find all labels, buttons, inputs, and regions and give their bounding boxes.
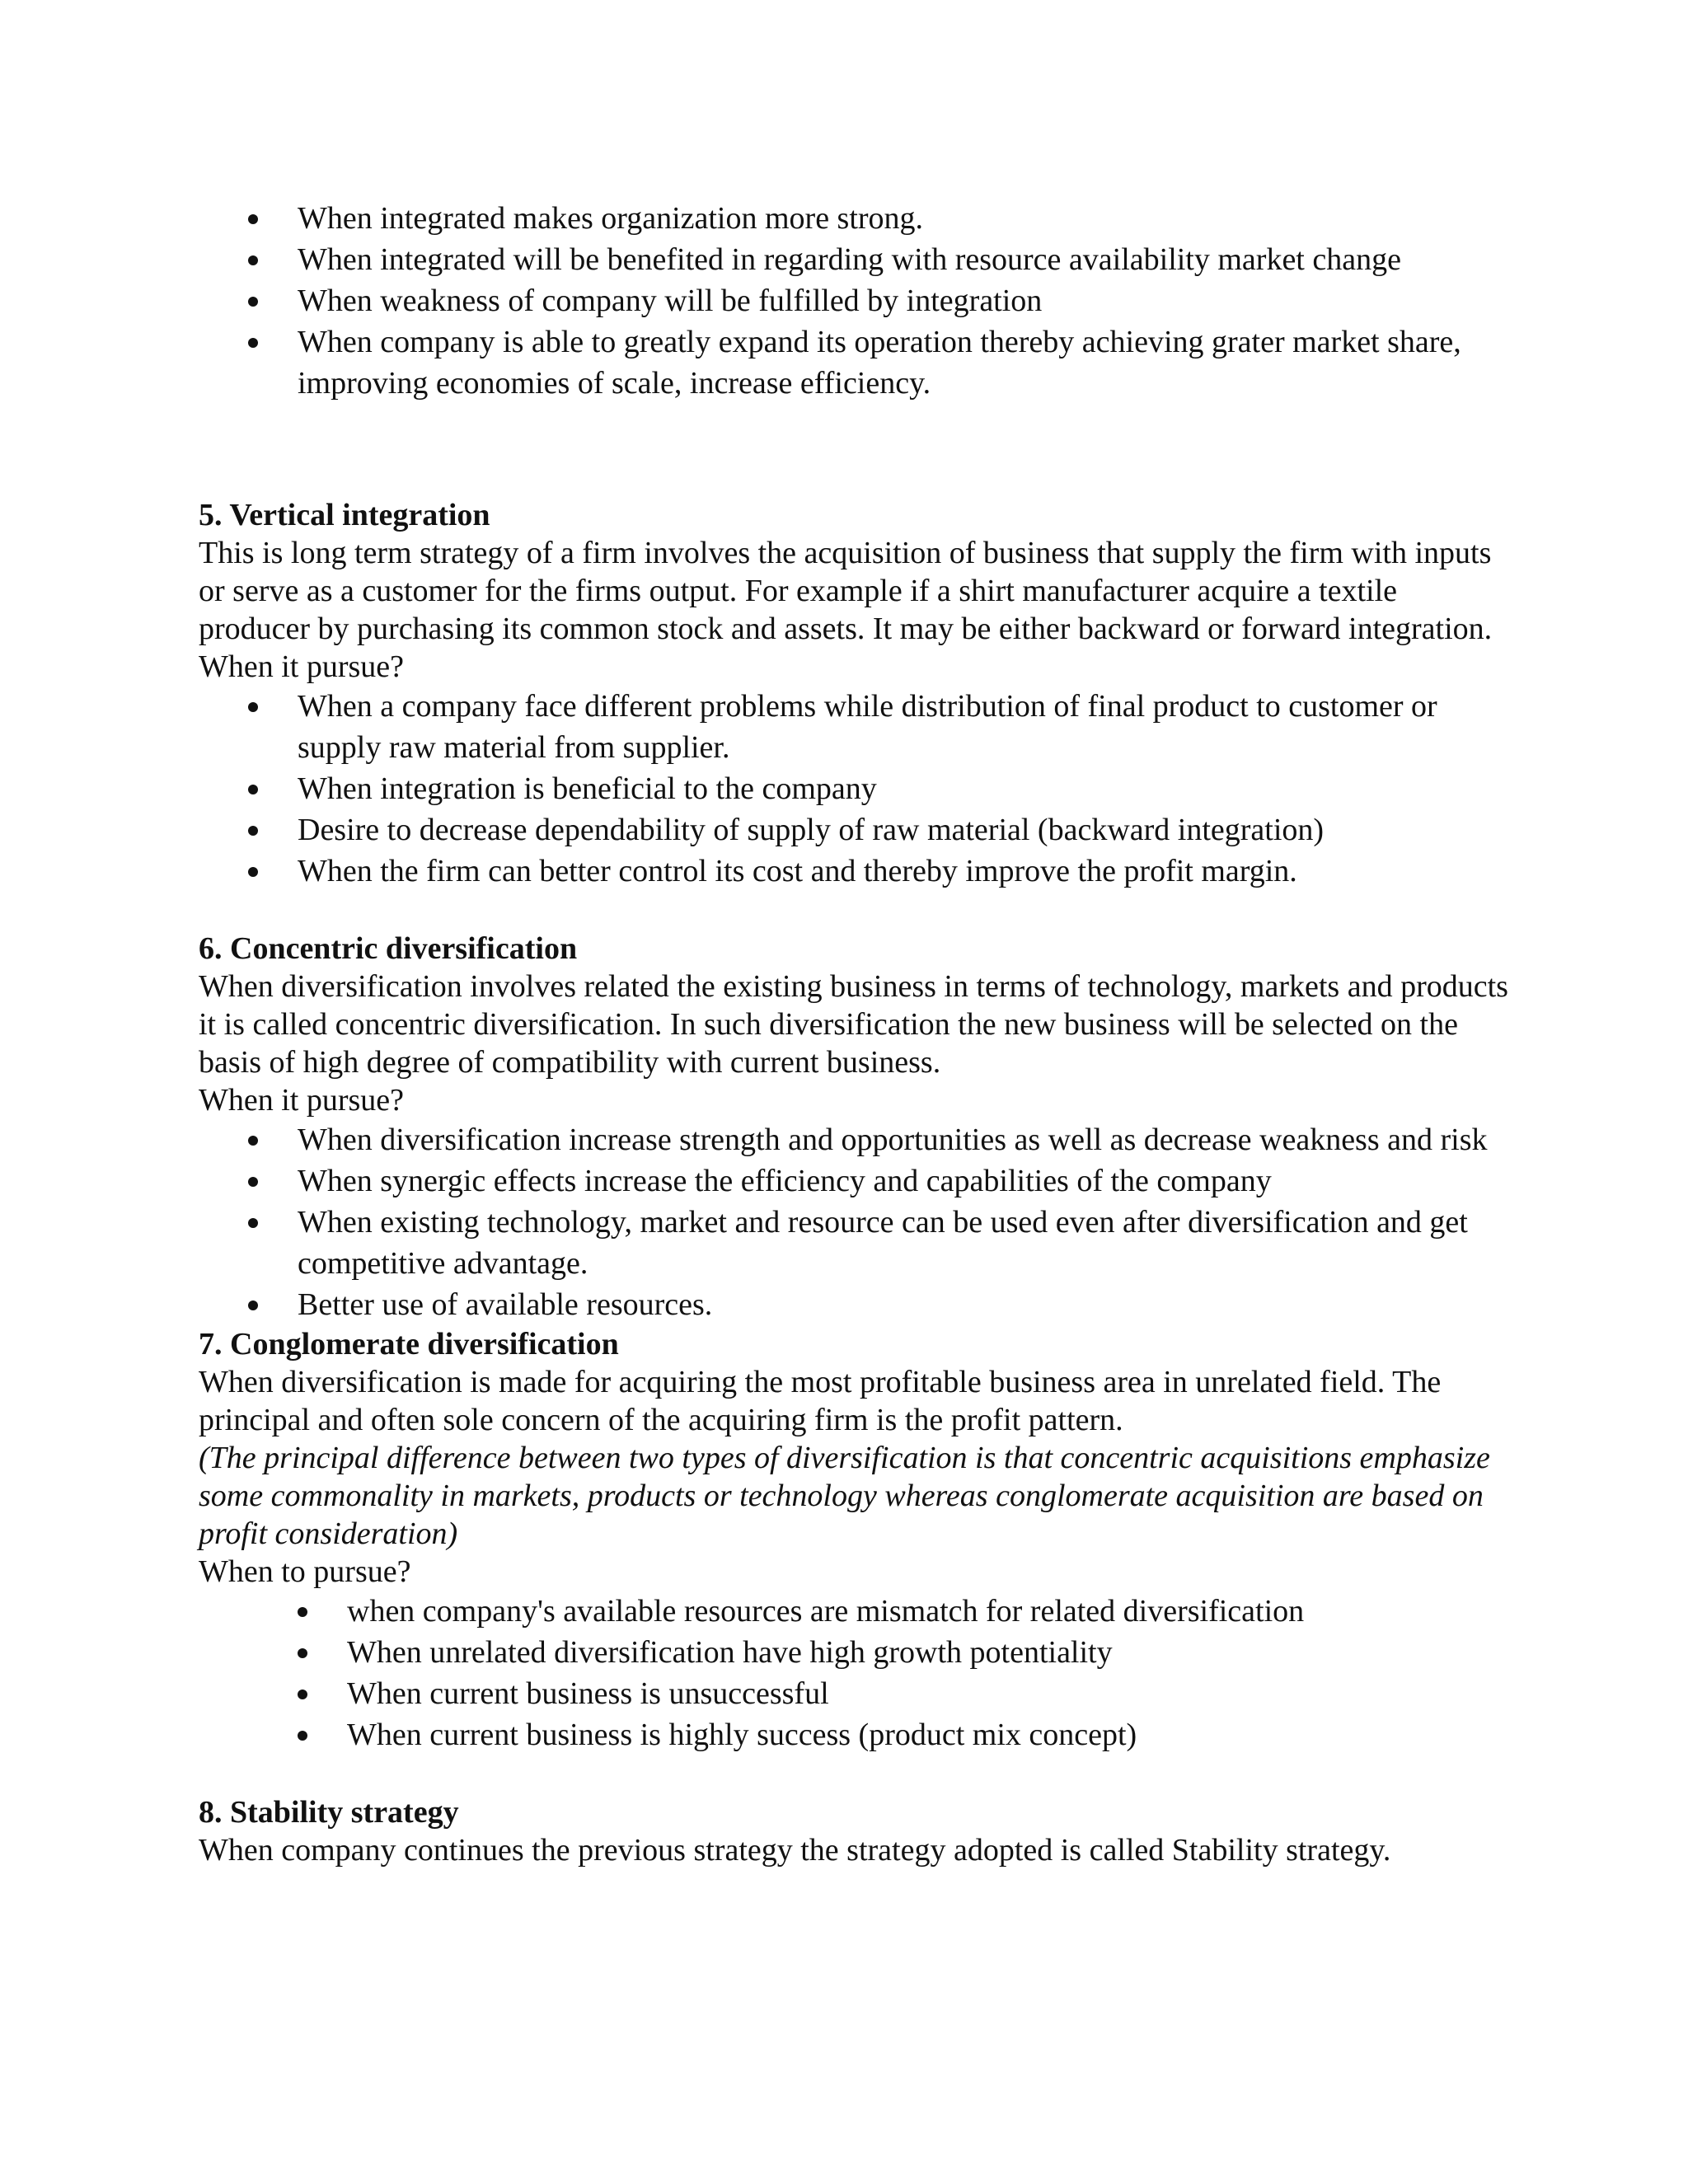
list-item: [199, 809, 1509, 851]
spacer: [199, 404, 1509, 496]
bullet-icon: [248, 214, 258, 224]
section-paragraph: When diversification involves related the existing business in terms of technology, markets and products it is called concentric diversification. In such diversification the new business will be selected on the basis of high degree of compatibility with current business.: [199, 969, 1508, 1080]
list-item: [199, 1160, 1509, 1202]
list-item-text: When integrated makes organization more strong.: [298, 201, 924, 236]
section-conglomerate-diversification: [199, 1325, 1509, 1755]
conglomerate-bullet-list: [199, 1591, 1509, 1755]
spacer: [199, 892, 1509, 930]
list-item: [199, 851, 1509, 892]
bullet-icon: [248, 297, 258, 307]
when-label: When it pursue?: [199, 1083, 405, 1118]
list-item: [199, 280, 1509, 321]
list-item-text: Better use of available resources.: [298, 1287, 713, 1322]
list-item-text: When existing technology, market and resource can be used even after diversification and get competitive advantage.: [298, 1205, 1468, 1281]
list-item-text: When weakness of company will be fulfilled by integration: [298, 284, 1043, 318]
list-item-text: When current business is unsuccessful: [347, 1676, 829, 1711]
list-item-text: Desire to decrease dependability of supply of raw material (backward integration): [298, 813, 1325, 847]
vertical-bullet-list: [199, 686, 1509, 892]
section-heading: 5. Vertical integration: [199, 498, 490, 532]
bullet-icon: [248, 826, 258, 836]
intro-bullet-list: [199, 198, 1509, 404]
list-item: [199, 1632, 1509, 1673]
bullet-icon: [248, 338, 258, 348]
section-concentric-diversification: [199, 930, 1509, 1325]
section-note: (The principal difference between two types of diversification is that concentric acquisitions emphasize some commonality in markets, products or technology whereas conglomerate acquisition are based on profit consideration): [199, 1441, 1490, 1551]
bullet-icon: [298, 1607, 307, 1617]
list-item-text: When unrelated diversification have high growth potentiality: [347, 1635, 1113, 1670]
bullet-icon: [298, 1648, 307, 1658]
when-label: When it pursue?: [199, 649, 405, 684]
spacer: [199, 1755, 1509, 1793]
bullet-icon: [248, 702, 258, 712]
list-item-text: When current business is highly success (product mix concept): [347, 1718, 1137, 1752]
list-item: [199, 1673, 1509, 1714]
list-item: [199, 321, 1509, 404]
bullet-icon: [248, 785, 258, 794]
concentric-bullet-list: [199, 1119, 1509, 1325]
bullet-icon: [298, 1731, 307, 1741]
bullet-icon: [248, 255, 258, 265]
list-item: [199, 1119, 1509, 1160]
section-heading: 8. Stability strategy: [199, 1795, 459, 1830]
list-item-text: When integration is beneficial to the company: [298, 771, 877, 806]
list-item-text: When integrated will be benefited in regarding with resource availability market change: [298, 242, 1401, 277]
list-item-text: When synergic effects increase the efficiency and capabilities of the company: [298, 1164, 1272, 1198]
bullet-icon: [298, 1690, 307, 1699]
document-body: [199, 198, 1509, 1869]
list-item: [199, 1714, 1509, 1755]
list-item-text: When diversification increase strength and opportunities as well as decrease weakness and risk: [298, 1122, 1488, 1157]
bullet-icon: [248, 1218, 258, 1228]
list-item: [199, 1202, 1509, 1284]
bullet-icon: [248, 1136, 258, 1146]
bullet-icon: [248, 867, 258, 877]
bullet-icon: [248, 1301, 258, 1310]
list-item: [199, 1284, 1509, 1325]
section-paragraph: When company continues the previous strategy the strategy adopted is called Stability strategy.: [199, 1833, 1391, 1868]
section-heading: 6. Concentric diversification: [199, 931, 578, 966]
section-paragraph: When diversification is made for acquiring the most profitable business area in unrelated field. The principal and often sole concern of the acquiring firm is the profit pattern.: [199, 1365, 1442, 1437]
list-item: [199, 239, 1509, 280]
when-label: When to pursue?: [199, 1554, 411, 1589]
section-vertical-integration: [199, 496, 1509, 892]
section-stability-strategy: [199, 1793, 1509, 1869]
list-item: [199, 686, 1509, 768]
list-item: [199, 768, 1509, 809]
section-paragraph: This is long term strategy of a firm involves the acquisition of business that supply the firm with inputs or serve as a customer for the firms output. For example if a shirt manufacturer acquire a textile producer by purchasing its common stock and assets. It may be either backward or forward integration.: [199, 536, 1493, 646]
list-item-text: when company's available resources are mismatch for related diversification: [347, 1594, 1305, 1629]
list-item-text: When a company face different problems while distribution of final product to customer or supply raw material from supplier.: [298, 689, 1437, 765]
list-item-text: When the firm can better control its cost and thereby improve the profit margin.: [298, 854, 1297, 888]
bullet-icon: [248, 1177, 258, 1187]
list-item-text: When company is able to greatly expand its operation thereby achieving grater market share, improving economies of scale, increase efficiency.: [298, 325, 1461, 401]
list-item: [199, 198, 1509, 239]
section-heading: 7. Conglomerate diversification: [199, 1327, 619, 1361]
list-item: [199, 1591, 1509, 1632]
